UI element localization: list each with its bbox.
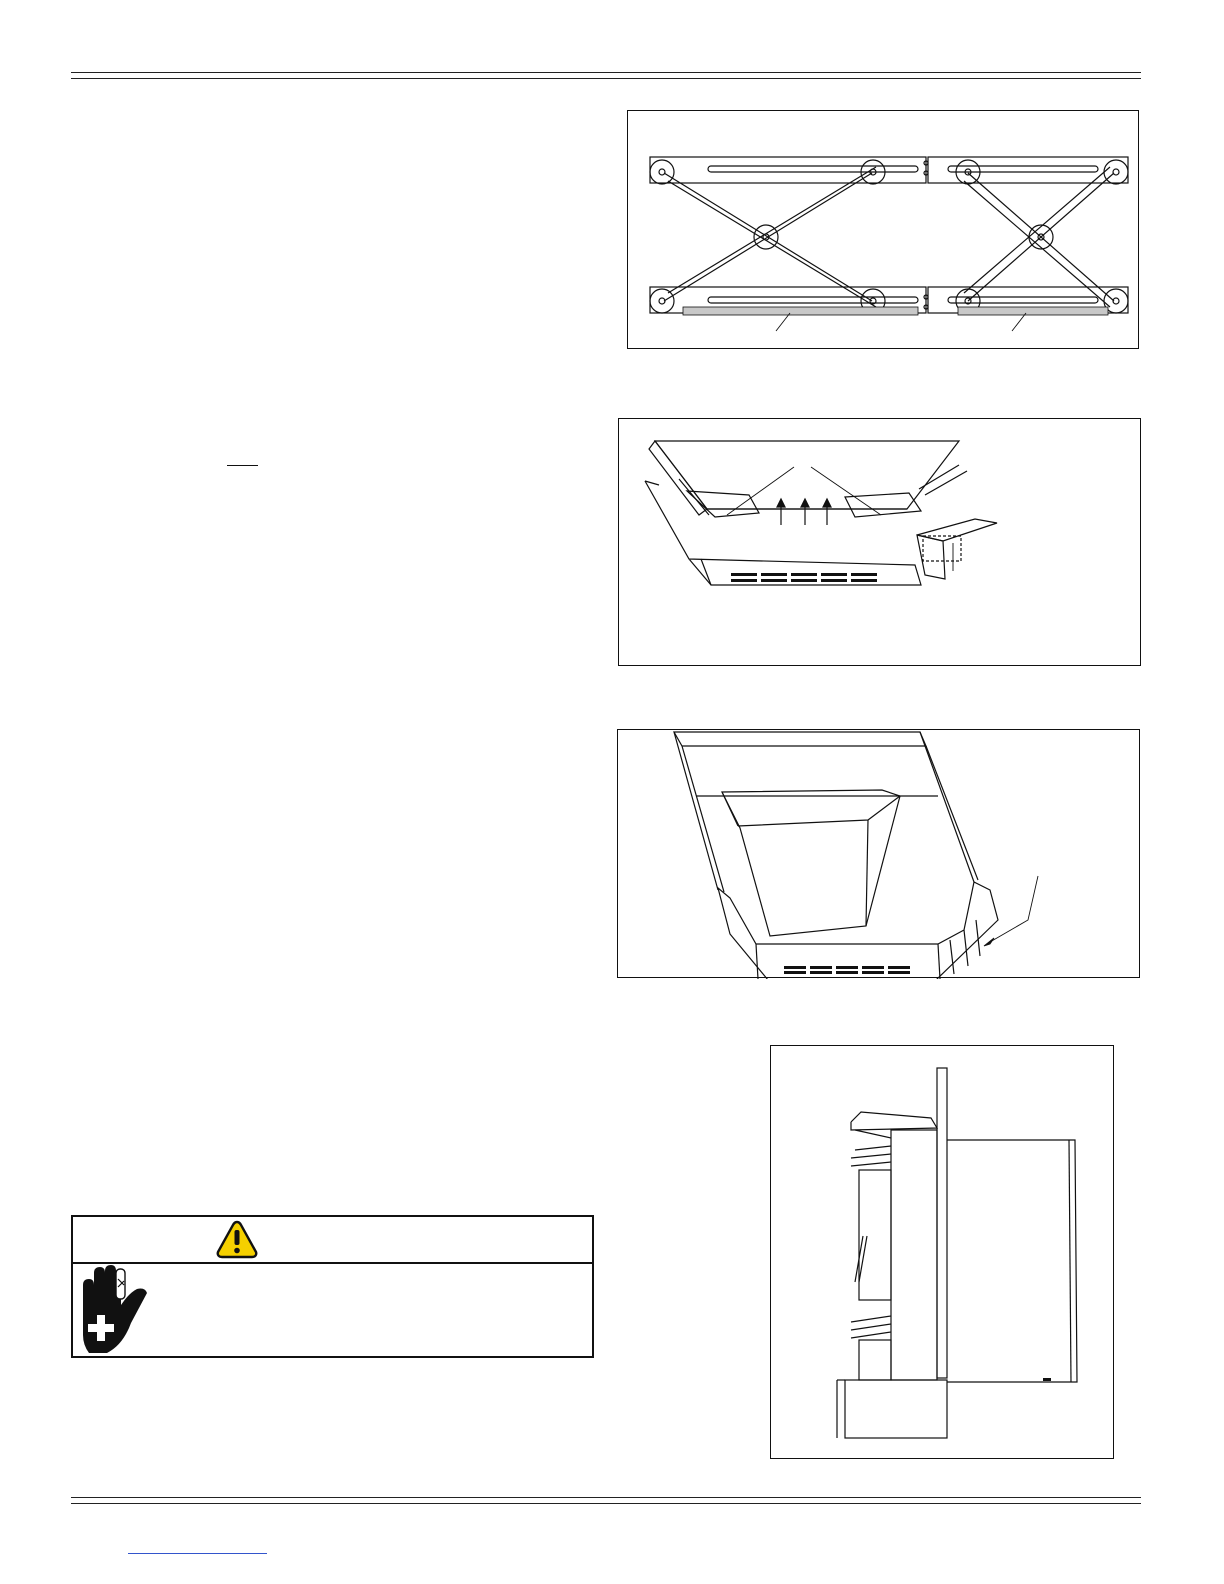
figure-side-elevation	[770, 1045, 1114, 1459]
figure-scissor-bracket	[627, 110, 1139, 349]
header-rule-bottom	[71, 78, 1141, 79]
caution-header	[73, 1217, 592, 1264]
caution-box	[71, 1215, 594, 1358]
scissor-bracket-drawing	[628, 111, 1140, 350]
underlined-word-marker	[227, 465, 258, 466]
footer-link-underline	[128, 1553, 267, 1554]
side-elevation-drawing	[771, 1046, 1115, 1460]
footer-rule-bottom	[71, 1503, 1141, 1504]
figure-firebox-view	[617, 729, 1140, 978]
footer-rule-top	[71, 1497, 1141, 1498]
firebox-drawing	[618, 730, 1141, 979]
header-rule-top	[71, 72, 1141, 73]
figure-hood-assembly	[618, 418, 1141, 666]
hood-assembly-drawing	[619, 419, 1142, 667]
caution-triangle-icon	[215, 1219, 259, 1259]
injured-hand-icon	[77, 1265, 157, 1357]
